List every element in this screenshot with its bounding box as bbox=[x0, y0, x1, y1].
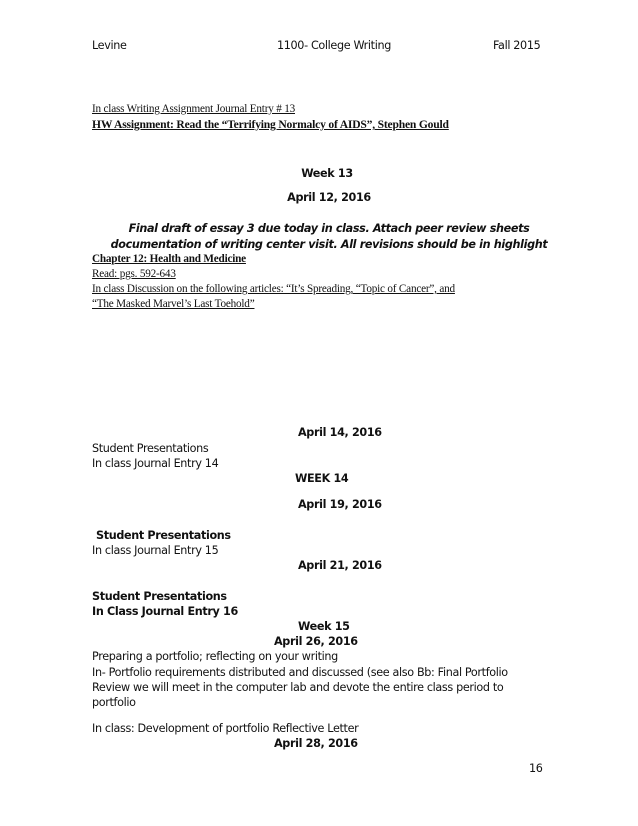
header-course: 1100- College Writing bbox=[277, 39, 391, 52]
week15-line1: Preparing a portfolio; reflecting on your writing bbox=[92, 650, 338, 663]
week15-heading: Week 15 bbox=[298, 620, 350, 633]
week13-note-line1: Final draft of essay 3 due today in class. Attach peer review sheets bbox=[128, 222, 530, 235]
april19-line1: Student Presentations bbox=[96, 529, 231, 542]
april19-date: April 19, 2016 bbox=[298, 498, 382, 511]
week15-line2: In- Portfolio requirements distributed and discussed (see also Bb: Final Portfolio bbox=[92, 666, 508, 679]
april19-line2: In class Journal Entry 15 bbox=[92, 544, 219, 557]
april26-date: April 26, 2016 bbox=[274, 635, 358, 648]
journal-entry-line: In class Writing Assignment Journal Entry # 13 bbox=[92, 103, 295, 115]
header-term: Fall 2015 bbox=[493, 39, 541, 52]
page-number: 16 bbox=[529, 762, 543, 775]
hw-assignment-line: HW Assignment: Read the “Terrifying Normalcy of AIDS”, Stephen Gould bbox=[92, 118, 449, 131]
april14-date: April 14, 2016 bbox=[298, 426, 382, 439]
april14-line2: In class Journal Entry 14 bbox=[92, 457, 219, 470]
reading-pages: Read: pgs. 592-643 bbox=[92, 268, 176, 280]
april28-date: April 28, 2016 bbox=[274, 737, 358, 750]
april21-line1: Student Presentations bbox=[92, 590, 227, 603]
week14-heading: WEEK 14 bbox=[295, 472, 349, 485]
april21-date: April 21, 2016 bbox=[298, 559, 382, 572]
april14-line1: Student Presentations bbox=[92, 442, 209, 455]
chapter-heading: Chapter 12: Health and Medicine bbox=[92, 253, 246, 265]
week13-note-line2: documentation of writing center visit. All revisions should be in highlight bbox=[110, 238, 548, 251]
week13-date: April 12, 2016 bbox=[287, 191, 371, 204]
discussion-line1: In class Discussion on the following articles: “It’s Spreading, “Topic of Cancer”, and bbox=[92, 283, 455, 295]
april21-line2: In Class Journal Entry 16 bbox=[92, 605, 238, 618]
week15-line4: portfolio bbox=[92, 696, 136, 709]
week15-line5: In class: Development of portfolio Reflective Letter bbox=[92, 722, 359, 735]
week13-heading: Week 13 bbox=[301, 167, 353, 180]
discussion-line2: “The Masked Marvel’s Last Toehold” bbox=[92, 298, 255, 310]
week15-line3: Review we will meet in the computer lab and devote the entire class period to bbox=[92, 681, 504, 694]
header-author: Levine bbox=[92, 39, 127, 52]
